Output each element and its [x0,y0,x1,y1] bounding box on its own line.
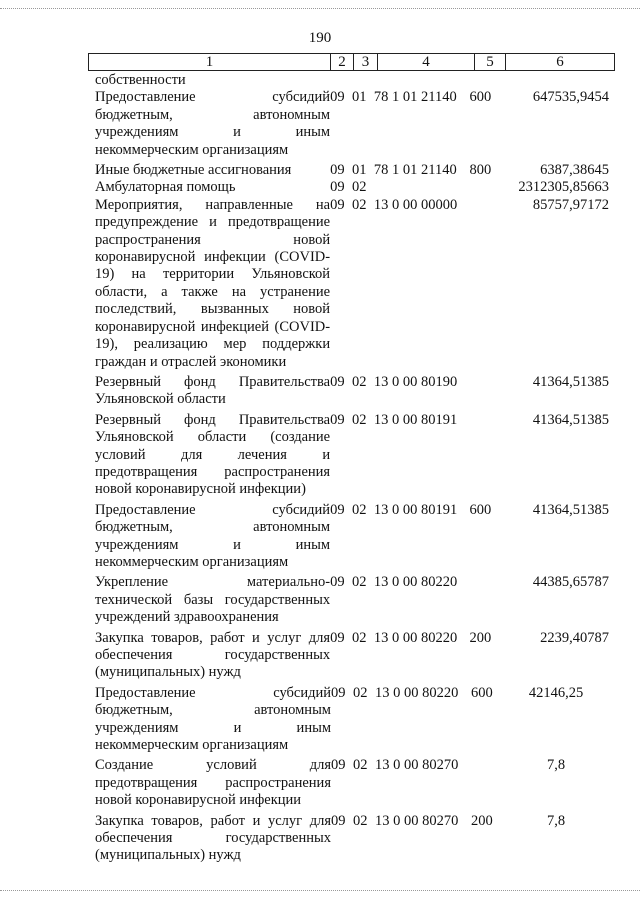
budget-table-body [95,72,615,868]
row-expense-type: 200 [469,629,492,646]
column-header-5: 5 [475,54,506,71]
scan-edge-bottom [0,890,640,897]
row-target-article: 13 0 00 80270 [375,812,459,829]
column-header-1: 1 [89,54,331,71]
page-number: 190 [308,30,332,46]
row-amount: 647535,9454 [532,89,610,106]
row-target-article: 13 0 00 80191 [373,411,458,428]
row-target-article: 13 0 00 80220 [373,629,458,646]
row-section: 09 [330,411,345,428]
row-section: 09 [330,373,345,390]
row-section: 09 [330,629,345,646]
table-row [95,813,615,865]
row-name: Укрепление материально-технической базы государственных учреждений здравоохранения [95,574,331,626]
table-row [95,89,615,159]
row-subsection: 02 [352,411,367,428]
row-subsection: 02 [352,373,367,390]
table-row [95,574,615,626]
row-amount: 7,8 [546,812,566,829]
row-name: Резервный фонд Правительства Ульяновской области (создание условий для лечения и предотвращения распространения новой коронавирусной инфекции) [95,411,331,498]
row-name: собственности [95,72,186,88]
row-target-article: 13 0 00 00000 [373,196,458,213]
column-header-row [89,54,615,71]
row-subsection: 02 [353,757,368,774]
row-section: 09 [330,196,345,213]
row-expense-type: 800 [469,162,492,179]
row-amount: 6387,38645 [540,162,610,179]
row-amount: 41364,51385 [532,501,610,518]
table-row [95,179,615,196]
row-section: 09 [331,684,346,701]
row-name: Предоставление субсидий бюджетным, автономным учреждениям и иным некоммерческим организациям [95,684,331,754]
scan-edge-top [0,8,640,15]
row-section: 09 [330,501,345,518]
column-header-3: 3 [354,54,378,71]
row-subsection: 02 [352,196,367,213]
row-section: 09 [330,179,345,196]
table-row [95,162,615,179]
row-name: Закупка товаров, работ и услуг для обеспечения государственных (муниципальных) нужд [95,629,331,681]
table-row [95,502,615,572]
row-name: Иные бюджетные ассигнования [95,162,292,179]
row-target-article: 13 0 00 80220 [375,684,459,701]
row-name: Резервный фонд Правительства Ульяновской области [95,373,331,408]
table-row [95,374,615,409]
row-expense-type: 600 [469,501,492,518]
row-amount: 2239,40787 [540,629,610,646]
row-amount: 42146,25 [528,684,584,701]
row-name: Предоставление субсидий бюджетным, автономным учреждениям и иным некоммерческим организациям [95,89,331,158]
row-target-article: 13 0 00 80220 [373,574,458,591]
row-section: 09 [330,89,345,106]
row-target-article: 13 0 00 80190 [373,373,458,390]
row-section: 09 [330,162,345,179]
row-expense-type: 200 [471,812,493,829]
table-row [95,630,615,682]
row-amount: 41364,51385 [532,373,610,390]
row-target-article: 78 1 01 21140 [373,162,457,179]
row-subsection: 01 [352,162,367,179]
row-name: Мероприятия, направленные на предупреждение и предотвращение распространения новой коронавирусной инфекции (COVID-19) на территории Ульяновской области, а также на устранение последствий, вызванных новой коронавирусной инфекцией (COVID-19), реализацию мер поддержки граждан и отраслей экономики [95,196,331,370]
row-name: Предоставление субсидий бюджетным, автономным учреждениям и иным некоммерческим организациям [95,501,331,570]
column-header-table [88,53,615,71]
row-amount: 44385,65787 [532,574,610,591]
row-expense-type: 600 [471,684,493,701]
row-subsection: 02 [353,812,368,829]
row-expense-type: 600 [469,89,492,106]
table-row [95,197,615,371]
row-subsection: 02 [352,501,367,518]
row-section: 09 [331,812,346,829]
row-name: Амбулаторная помощь [95,179,236,196]
table-row [95,685,615,755]
table-row [95,412,615,499]
row-name: Закупка товаров, работ и услуг для обеспечения государственных (муниципальных) нужд [95,812,331,864]
row-subsection: 02 [352,574,367,591]
row-target-article: 78 1 01 21140 [373,89,457,106]
row-amount: 7,8 [546,757,566,774]
row-section: 09 [330,574,345,591]
table-row [95,757,615,809]
column-header-6: 6 [506,54,615,71]
row-name: Создание условий для предотвращения распространения новой коронавирусной инфекции [95,757,331,809]
row-subsection: 02 [352,179,367,196]
column-header-4: 4 [378,54,475,71]
row-subsection: 02 [352,629,367,646]
row-target-article: 13 0 00 80191 [373,501,458,518]
row-section: 09 [331,757,346,774]
row-amount: 41364,51385 [532,411,610,428]
row-amount: 85757,97172 [532,196,610,213]
row-subsection: 02 [353,684,368,701]
row-target-article: 13 0 00 80270 [375,757,459,774]
column-header-2: 2 [331,54,354,71]
table-row [95,72,615,89]
row-subsection: 01 [352,89,367,106]
row-amount: 2312305,85663 [518,179,610,196]
